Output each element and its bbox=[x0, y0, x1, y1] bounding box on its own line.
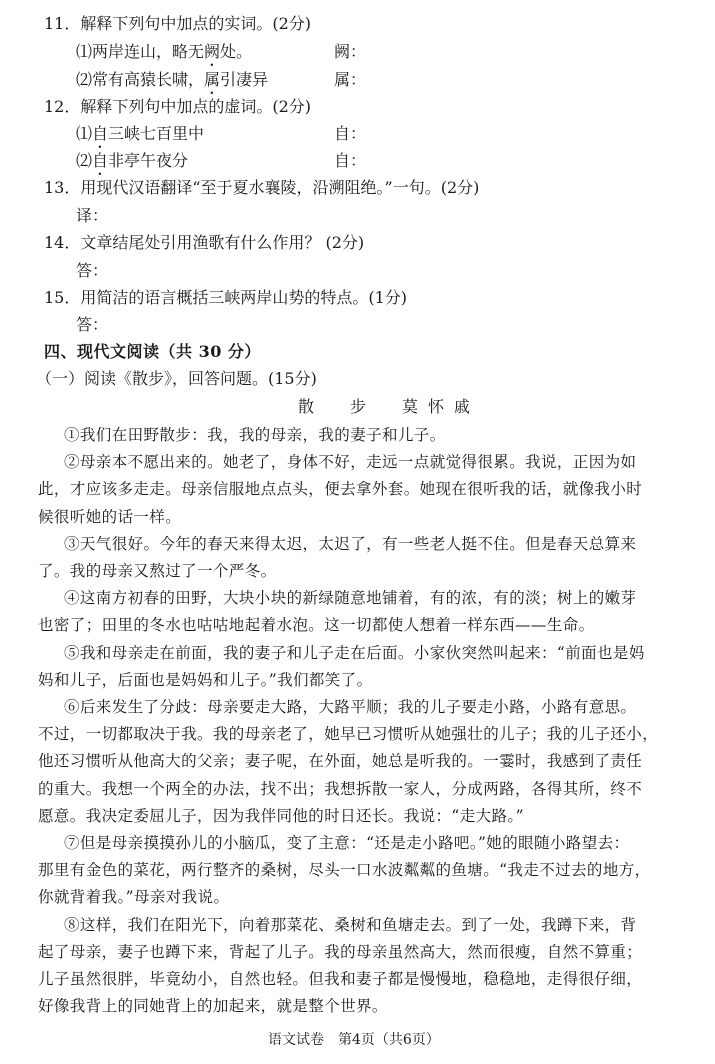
article-line: 愿意。我决定委屈儿子，因为我伴同他的时日还长。我说：“走大路。” bbox=[38, 807, 524, 825]
article-title: 散 步 莫怀戚 bbox=[298, 397, 481, 416]
article-line: ⑦但是母亲摸摸孙儿的小脑瓜，变了主意：“还是走小路吧。”她的眼随小路望去： bbox=[64, 834, 630, 852]
article-line: 此，才应该多走走。母亲信服地点点头，便去拿外套。她现在很听我的话，就像我小时 bbox=[38, 480, 643, 498]
article-line: 不过，一切都取决于我。我的母亲老了，她早已习惯听从她强壮的儿子；我的儿子还小， bbox=[38, 725, 659, 743]
article-line: 候很听她的话一样。 bbox=[38, 508, 182, 526]
question-13-stem: 13．用现代汉语翻译“至于夏水襄陵，沿溯阻绝。”一句。(2分) bbox=[44, 178, 480, 197]
question-11-answer-2[interactable]: 属： bbox=[334, 70, 367, 89]
article-line: 也密了；田里的冬水也咕咕地起着水泡。这一切都使人想着一样东西——生命。 bbox=[38, 616, 595, 634]
question-15-answer[interactable]: 答： bbox=[76, 315, 109, 334]
section-subheading: （一）阅读《散步》，回答问题。(15分) bbox=[36, 369, 317, 388]
article-line: 了。我的母亲又熬过了一个严冬。 bbox=[38, 562, 277, 580]
dotted-character: 自 bbox=[92, 124, 109, 143]
article-line: ③天气很好。今年的春天来得太迟，太迟了，有一些老人挺不住。但是春天总算来 bbox=[64, 535, 637, 553]
article-line: ⑧这样，我们在阳光下，向着那菜花、桑树和鱼塘走去。到了一处，我蹲下来，背 bbox=[64, 916, 637, 934]
question-14-answer[interactable]: 答： bbox=[76, 261, 109, 280]
question-12-stem: 12．解释下列句中加点的虚词。(2分) bbox=[44, 97, 312, 116]
article-line: ①我们在田野散步：我，我的母亲，我的妻子和儿子。 bbox=[64, 426, 446, 444]
article-line: 那里有金色的菜花，两行整齐的桑树，尽头一口水波粼粼的鱼塘。“我走不过去的地方， bbox=[38, 861, 651, 879]
article-line: 的重大。我想一个两全的办法，找不出；我想拆散一家人，分成两路，各得其所，终不 bbox=[38, 780, 643, 798]
question-13-answer[interactable]: 译： bbox=[76, 206, 109, 225]
question-15-stem: 15．用简洁的语言概括三峡两岸山势的特点。(1分) bbox=[44, 288, 408, 307]
question-11-item-1: ⑴两岸连山，略无阙处。 bbox=[76, 42, 253, 61]
article-line: 好像我背上的同她背上的加起来，就是整个世界。 bbox=[38, 997, 388, 1015]
dotted-character: 阙 bbox=[204, 42, 221, 61]
question-12-answer-1[interactable]: 自： bbox=[334, 124, 367, 143]
question-12-item-1: ⑴自三峡七百里中 bbox=[76, 124, 205, 143]
question-12-answer-2[interactable]: 自： bbox=[334, 151, 367, 170]
article-line: 起了母亲，妻子也蹲下来，背起了儿子。我的母亲虽然高大，然而很瘦，自然不算重； bbox=[38, 943, 643, 961]
question-14-stem: 14．文章结尾处引用渔歌有什么作用？ (2分) bbox=[44, 233, 365, 252]
dotted-character: 自 bbox=[92, 151, 109, 170]
article-line: ②母亲本不愿出来的。她老了，身体不好，走远一点就觉得很累。我说，正因为如 bbox=[64, 453, 637, 471]
section-heading: 四、现代文阅读（共 30 分） bbox=[44, 342, 261, 361]
article-line: 儿子虽然很胖，毕竟幼小，自然也轻。但我和妻子都是慢慢地，稳稳地，走得很仔细， bbox=[38, 970, 643, 988]
article-line: ⑥后来发生了分歧：母亲要走大路，大路平顺；我的儿子要走小路，小路有意思。 bbox=[64, 698, 637, 716]
dotted-character: 属 bbox=[204, 70, 221, 89]
page-footer: 语文试卷 第4页（共6页） bbox=[268, 1032, 440, 1048]
article-line: 你就背着我。”母亲对我说。 bbox=[38, 888, 230, 906]
question-11-answer-1[interactable]: 阙： bbox=[334, 42, 367, 61]
article-line: 妈和儿子，后面也是妈妈和儿子。”我们都笑了。 bbox=[38, 671, 373, 689]
article-line: 他还习惯听从他高大的父亲；妻子呢，在外面，她总是听我的。一霎时，我感到了责任 bbox=[38, 752, 643, 770]
article-line: ④这南方初春的田野，大块小块的新绿随意地铺着，有的浓，有的淡；树上的嫩芽 bbox=[64, 589, 637, 607]
article-line: ⑤我和母亲走在前面，我的妻子和儿子走在后面。小家伙突然叫起来：“前面也是妈 bbox=[64, 644, 645, 662]
question-12-item-2: ⑵自非亭午夜分 bbox=[76, 151, 189, 170]
question-11-item-2: ⑵常有高猿长啸，属引凄异 bbox=[76, 70, 269, 89]
question-11-stem: 11．解释下列句中加点的实词。(2分) bbox=[44, 14, 312, 33]
